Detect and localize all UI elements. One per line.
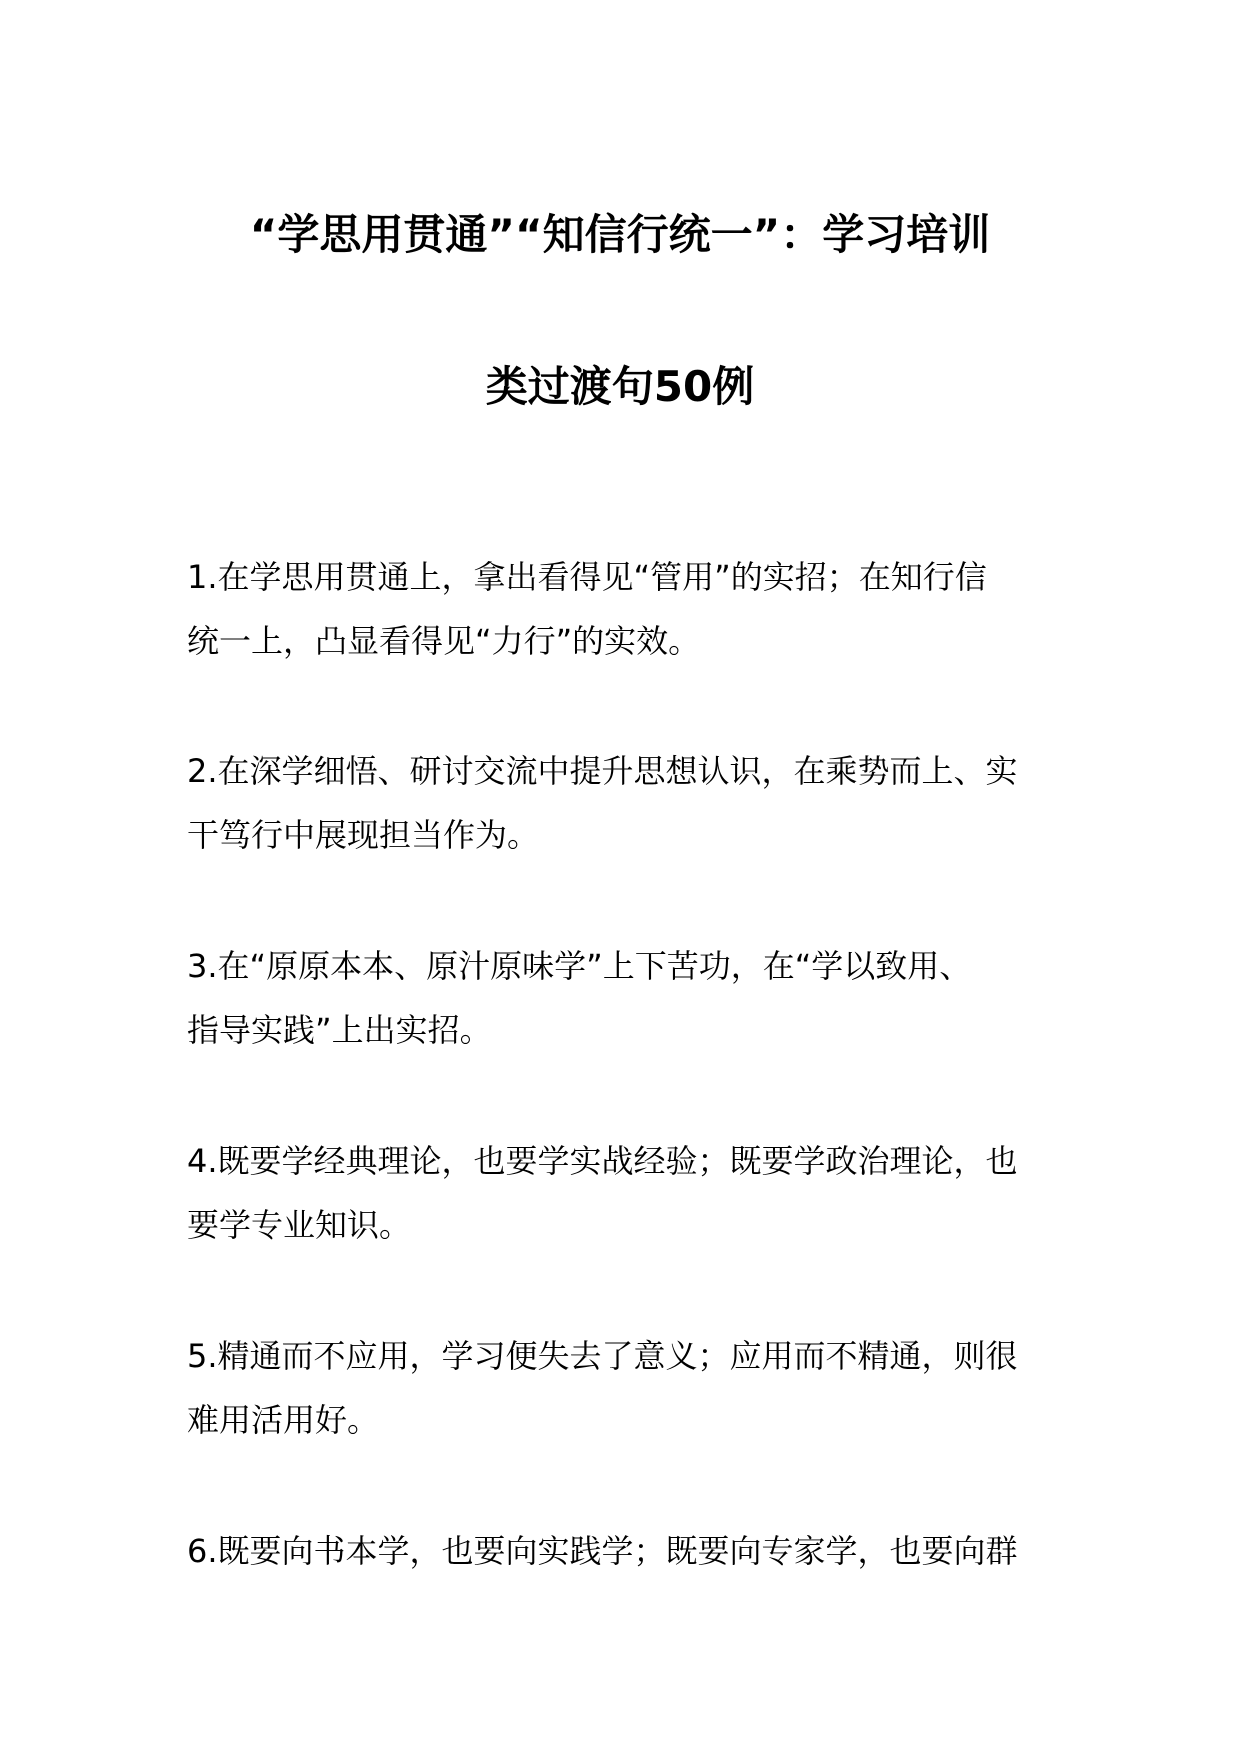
- list-item-1-line-1: 1.在学思用贯通上，拿出看得见“管用”的实招；在知行信: [187, 558, 987, 596]
- list-item-4-line-2: 要学专业知识。: [187, 1206, 412, 1244]
- list-item-1-line-2: 统一上，凸显看得见“力行”的实效。: [187, 622, 701, 660]
- list-item-1: [187, 545, 1067, 673]
- document-title-line-1: “学思用贯通”“知信行统一”：学习培训: [249, 210, 991, 259]
- list-item-2-line-2: 干笃行中展现担当作为。: [187, 816, 540, 854]
- list-item-3-line-1: 3.在“原原本本、原汁原味学”上下苦功，在“学以致用、: [187, 947, 972, 985]
- list-item-2: [187, 739, 1067, 867]
- list-item-2-line-1: 2.在深学细悟、研讨交流中提升思想认识，在乘势而上、实: [187, 752, 1018, 790]
- list-item-3-line-2: 指导实践”上出实招。: [187, 1011, 492, 1049]
- list-item-6: [187, 1519, 1067, 1583]
- list-item-5: [187, 1324, 1067, 1452]
- list-item-3: [187, 934, 1067, 1062]
- document-title-line-2: 类过渡句50例: [485, 362, 755, 411]
- list-item-5-line-2: 难用活用好。: [187, 1401, 380, 1439]
- list-item-5-line-1: 5.精通而不应用，学习便失去了意义；应用而不精通，则很: [187, 1337, 1018, 1375]
- list-item-4: [187, 1129, 1067, 1257]
- list-item-4-line-1: 4.既要学经典理论，也要学实战经验；既要学政治理论，也: [187, 1142, 1018, 1180]
- list-item-6-line-1: 6.既要向书本学，也要向实践学；既要向专家学，也要向群: [187, 1532, 1018, 1570]
